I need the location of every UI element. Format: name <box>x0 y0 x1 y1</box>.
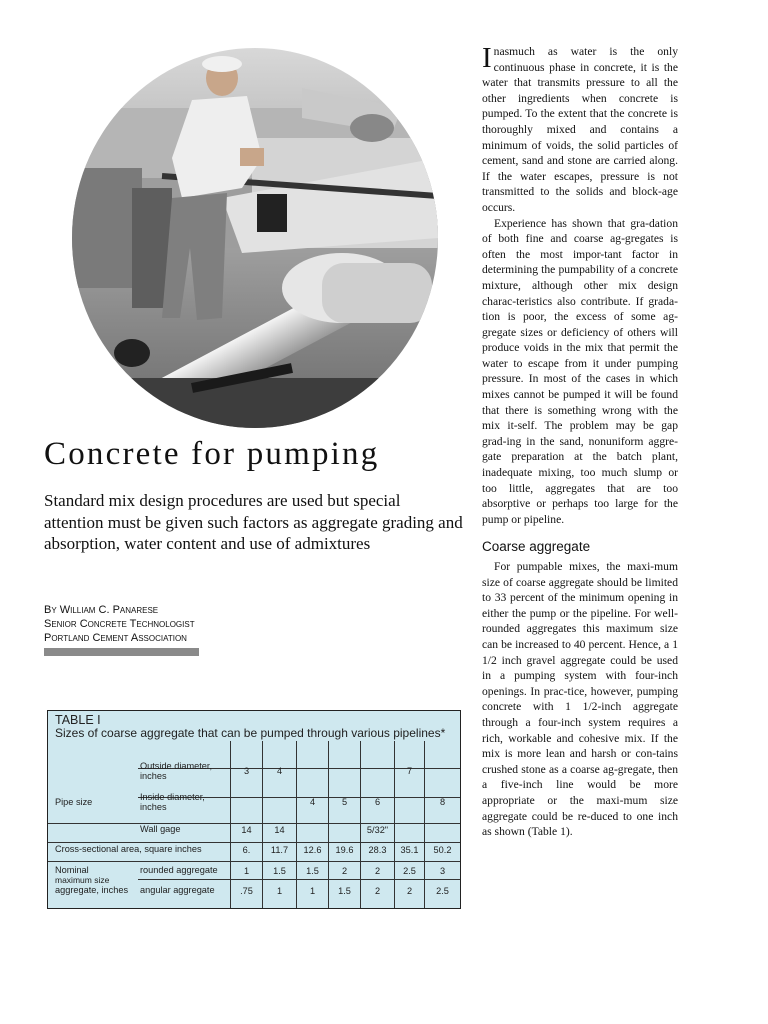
angular-value: 1 <box>309 886 316 896</box>
id-value: 4 <box>309 797 316 807</box>
paragraph-1 <box>482 44 678 216</box>
paragraph-3: For pumpable mixes, the maxi-mum size of coarse aggregate should be limited to 33 percent of the minimum opening in either the pump or the pipeline. For well-rounded aggregates this maximum size can be increased to 40 percent. Hence, a 1 1/2 inch gravel aggregate could be used in a pumping system with four-inch openings. In prac-tice, however, pumping concrete with 1 1/2-inch aggregate through a four-inch system requires a rich, workable and cohesive mix. If the mix is more lean and harsh or con-tains crushed stone as a coarse ag-gregate, then a five-inch line would be more appropriate or the maxi-mum size aggregate could be re-duced to one inch as shown (Table 1). <box>482 560 678 839</box>
area-value: 19.6 <box>335 845 354 855</box>
angular-value: 1 <box>276 886 283 896</box>
area-label: Cross-sectional area, square inches <box>55 844 202 854</box>
id-label-2: inches <box>140 802 167 812</box>
area-value: 6. <box>242 845 251 855</box>
area-value: 28.3 <box>368 845 387 855</box>
rounded-value: 2 <box>341 866 348 876</box>
wall-gage-value: 5/32" <box>366 825 389 835</box>
table-col-rule <box>424 741 425 908</box>
rounded-label: rounded aggregate <box>140 865 218 875</box>
area-value: 50.2 <box>433 845 452 855</box>
od-label-1: Outside diameter, <box>140 761 213 771</box>
paragraph-2: Experience has shown that gra-dation of both fine and coarse ag-gregates is often the most impor-tant factor in determining the pumpability of a concrete mixture, although other mix design charac-teristics also contribute. If grada-tion is poor, the excess of some ag-gregate sizes or deficiency of others will produce voids in the mix that permit the water to escape from it under pumping pressure. In most of the cases in which mixes cannot be pumped it will be found that there is something wrong with the mix it-self. The problem may be gap grad-ing in the sand, nonuniform aggre-gate preparation at the batch plant, inadequate mixing, too much slump or too little, aggregates that are too absorptive or perhaps too large for the pump or pipeline. <box>482 216 678 526</box>
wall-gage-value: 14 <box>241 825 252 835</box>
article-title: Concrete for pumping <box>44 436 380 472</box>
angular-value: 2 <box>406 886 413 896</box>
rounded-value: 1.5 <box>306 866 319 876</box>
id-value: 6 <box>374 797 381 807</box>
rounded-value: 1.5 <box>273 866 286 876</box>
nominal-label-3: aggregate, inches <box>55 885 129 895</box>
paragraph-1-text: nasmuch as water is the only continuous phase in concrete, it is the water that transmits pressure to all the other ingredients when concrete is pumped. To the extent that the concrete is thoroughly mixed and contains a minimum of voids, the solid particles of cement, sand and stone are carried along. If the water escapes, pressure is not transmitted to the solids and block-age occurs. <box>482 45 678 214</box>
angular-label: angular aggregate <box>140 885 215 895</box>
article-photo <box>72 48 438 428</box>
rounded-value: 1 <box>243 866 250 876</box>
table-rule <box>48 861 460 862</box>
wall-gage-value: 14 <box>274 825 285 835</box>
angular-value: 2.5 <box>436 886 449 896</box>
angular-value: .75 <box>240 886 253 896</box>
table-title: TABLE I <box>55 713 101 727</box>
nominal-label-2: maximum size <box>55 875 110 885</box>
article-subtitle: Standard mix design procedures are used but special attention must be given such factors as aggregate grading and absorption, water content and use of admixtures <box>44 491 463 553</box>
area-value: 35.1 <box>400 845 419 855</box>
drop-cap: I <box>482 42 492 74</box>
angular-value: 2 <box>374 886 381 896</box>
table-col-rule <box>296 741 297 908</box>
id-value: 8 <box>439 797 446 807</box>
angular-value: 1.5 <box>338 886 351 896</box>
rounded-value: 2 <box>374 866 381 876</box>
id-label-1: Inside diameter, <box>140 792 205 802</box>
id-value: 5 <box>341 797 348 807</box>
section-heading-coarse-aggregate: Coarse aggregate <box>482 539 591 555</box>
byline-position: Senior Concrete Technologist <box>44 618 195 630</box>
table-rule <box>48 842 460 843</box>
byline-divider <box>44 648 199 656</box>
byline <box>44 603 344 645</box>
byline-organization: Portland Cement Association <box>44 632 187 644</box>
od-value: 3 <box>243 766 250 776</box>
od-value: 7 <box>406 766 413 776</box>
rounded-value: 2.5 <box>403 866 416 876</box>
pipe-size-label: Pipe size <box>55 797 93 807</box>
table-rule <box>138 879 460 880</box>
rounded-value: 3 <box>439 866 446 876</box>
area-value: 11.7 <box>270 845 289 855</box>
byline-author: By William C. Panarese <box>44 604 159 616</box>
aggregate-size-table <box>47 710 461 909</box>
area-value: 12.6 <box>303 845 322 855</box>
table-rule <box>48 823 460 824</box>
od-value: 4 <box>276 766 283 776</box>
od-label-2: inches <box>140 771 167 781</box>
wall-gage-label: Wall gage <box>140 824 181 834</box>
nominal-label-1: Nominal <box>55 865 89 875</box>
article-body <box>482 44 678 840</box>
table-col-rule <box>328 741 329 908</box>
table-subtitle: Sizes of coarse aggregate that can be pumped through various pipelines* <box>55 726 446 740</box>
